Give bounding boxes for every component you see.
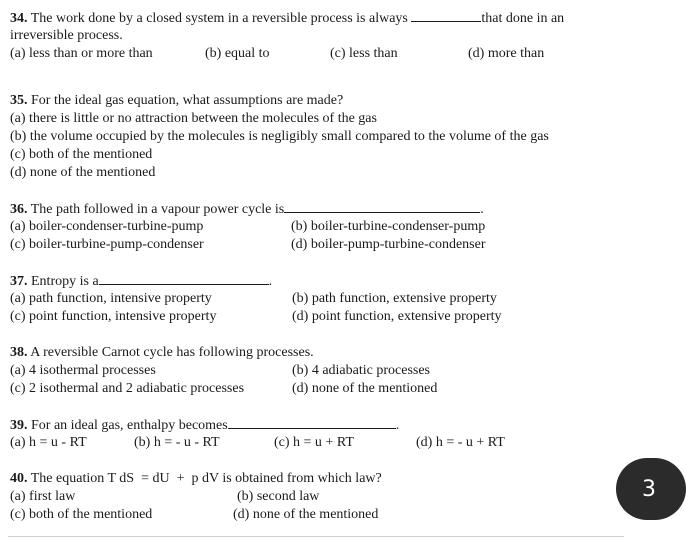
- question-40-option-c[interactable]: (c) both of the mentioned: [10, 507, 153, 522]
- question-text: A reversible Carnot cycle has following processes.: [30, 345, 314, 360]
- question-39-option-c[interactable]: (c) h = u + RT: [274, 435, 354, 450]
- question-35-option-a[interactable]: (a) there is little or no attraction between the molecules of the gas: [10, 111, 377, 126]
- question-35-option-c[interactable]: (c) both of the mentioned: [10, 147, 153, 162]
- question-34-option-d[interactable]: (d) more than: [468, 46, 545, 61]
- question-number: 39.: [10, 418, 28, 433]
- answer-blank: [99, 272, 269, 285]
- question-text-after: .: [480, 202, 484, 217]
- question-34-option-b[interactable]: (b) equal to: [205, 46, 270, 61]
- question-35-option-d[interactable]: (d) none of the mentioned: [10, 165, 156, 180]
- answer-blank: [284, 200, 480, 213]
- floating-page-button[interactable]: [616, 458, 686, 520]
- question-36-option-a[interactable]: (a) boiler-condenser-turbine-pump: [10, 219, 204, 234]
- question-39-stem: [10, 416, 399, 435]
- question-40-option-b[interactable]: (b) second law: [237, 489, 320, 504]
- question-text: For the ideal gas equation, what assumptions are made?: [31, 93, 344, 108]
- question-35-stem: [10, 92, 343, 110]
- question-text: Entropy is a: [31, 274, 99, 289]
- question-37-option-b[interactable]: (b) path function, extensive property: [292, 291, 497, 306]
- question-40-option-a[interactable]: (a) first law: [10, 489, 76, 504]
- question-40-option-d[interactable]: (d) none of the mentioned: [233, 507, 379, 522]
- question-number: 38.: [10, 345, 28, 360]
- question-text-after: .: [395, 418, 400, 433]
- question-34-stem-line2: irreversible process.: [10, 28, 123, 43]
- question-39-option-d[interactable]: (d) h = - u + RT: [416, 435, 505, 450]
- question-36-option-c[interactable]: (c) boiler-turbine-pump-condenser: [10, 237, 204, 252]
- question-39-option-a[interactable]: (a) h = u - RT: [10, 435, 87, 450]
- question-number: 35.: [10, 93, 28, 108]
- question-number: 36.: [10, 202, 28, 217]
- question-34-option-a[interactable]: (a) less than or more than: [10, 46, 153, 61]
- question-36-option-b[interactable]: (b) boiler-turbine-condenser-pump: [291, 219, 486, 234]
- question-number: 34.: [10, 11, 28, 26]
- question-38-option-b[interactable]: (b) 4 adiabatic processes: [292, 363, 430, 378]
- question-text: The path followed in a vapour power cycle is: [30, 202, 285, 217]
- question-35-option-b[interactable]: (b) the volume occupied by the molecules is negligibly small compared to the volume of the gas: [10, 129, 549, 144]
- answer-blank: [228, 416, 396, 429]
- question-38-option-a[interactable]: (a) 4 isothermal processes: [10, 363, 156, 378]
- question-text: The work done by a closed system in a reversible process is always: [30, 11, 408, 26]
- question-38-option-d[interactable]: (d) none of the mentioned: [292, 381, 438, 396]
- question-37-option-c[interactable]: (c) point function, intensive property: [10, 309, 217, 324]
- question-number: 40.: [10, 471, 28, 486]
- answer-blank: [411, 9, 481, 22]
- question-text-after: is obtained from which law?: [222, 471, 382, 486]
- question-37-option-d[interactable]: (d) point function, extensive property: [292, 309, 502, 324]
- question-number: 37.: [10, 274, 28, 289]
- question-40-stem: [10, 470, 382, 488]
- question-38-stem: [10, 344, 314, 362]
- question-38-option-c[interactable]: (c) 2 isothermal and 2 adiabatic processes: [10, 381, 245, 396]
- question-37-stem: [10, 272, 272, 291]
- question-text: The equation: [30, 471, 105, 486]
- question-36-option-d[interactable]: (d) boiler-pump-turbine-condenser: [291, 237, 486, 252]
- question-text: For an ideal gas, enthalpy becomes: [31, 418, 228, 433]
- question-34-option-c[interactable]: (c) less than: [330, 46, 398, 61]
- question-text-after: that done in an: [481, 11, 565, 26]
- question-text-after: .: [268, 274, 273, 289]
- page-bottom-divider: [8, 536, 624, 537]
- equation: T dS = dU + p dV: [107, 471, 219, 486]
- floating-page-button-label: 3: [642, 476, 656, 502]
- question-37-option-a[interactable]: (a) path function, intensive property: [10, 291, 212, 306]
- question-39-option-b[interactable]: (b) h = - u - RT: [134, 435, 220, 450]
- question-36-stem: [10, 200, 484, 219]
- question-34-stem: [10, 9, 564, 28]
